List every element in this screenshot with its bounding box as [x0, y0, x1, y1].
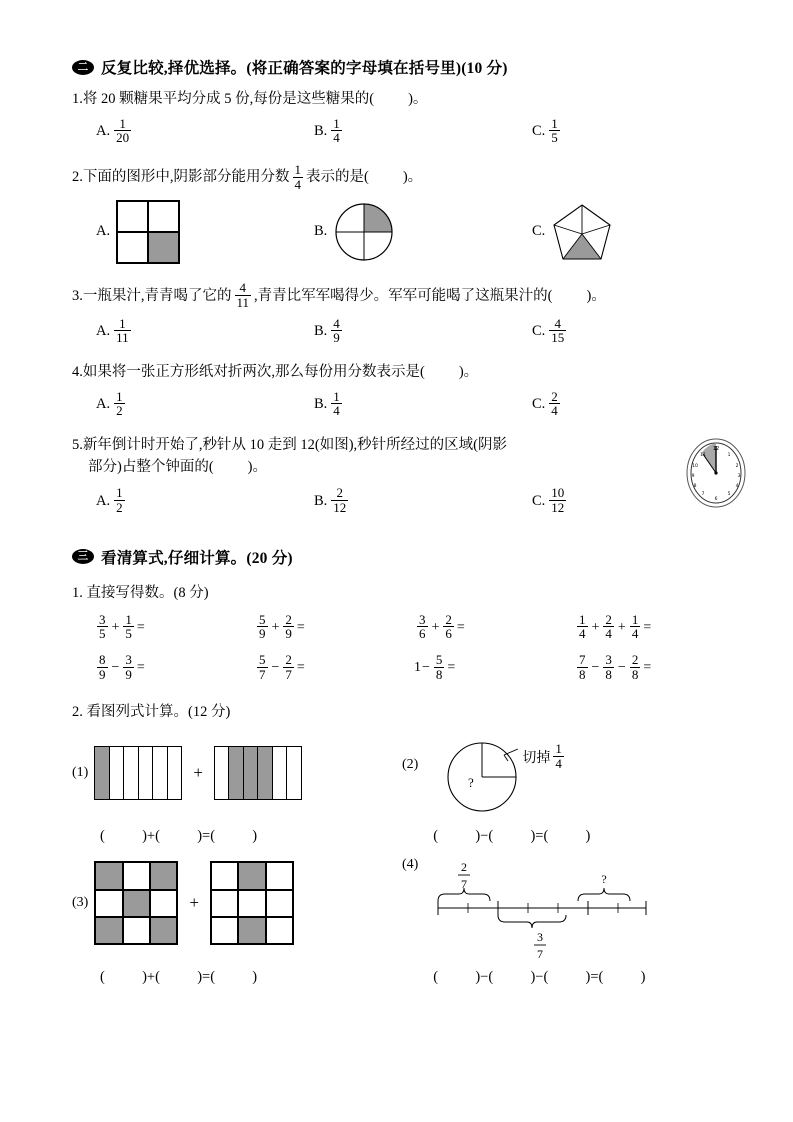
- problem-number: (4): [402, 857, 419, 873]
- fraction-numerator: 3: [605, 651, 612, 667]
- fraction-numerator: 1: [579, 611, 586, 627]
- paren-equals: )=(: [197, 969, 216, 986]
- option-fraction: [331, 486, 348, 514]
- strip-cell-shaded: [244, 747, 259, 799]
- option-label: A.: [96, 322, 111, 339]
- picture-problem-1: [72, 731, 402, 815]
- section-badge-icon: 三: [72, 549, 94, 564]
- strip-cell: [110, 747, 125, 799]
- question-3-text-mid: ,青青比军军喝得少。军军可能喝了这瓶果汁的(: [254, 287, 553, 304]
- option-label: B.: [314, 492, 328, 509]
- question-5-stem-line1: [72, 435, 737, 457]
- question-4-stem: [72, 362, 737, 384]
- grid-cell-shaded: [95, 862, 122, 889]
- question-2: [72, 164, 737, 264]
- number-line-figure: [424, 857, 674, 962]
- option-fraction: [549, 317, 566, 345]
- question-5: [72, 435, 741, 516]
- fraction: [603, 613, 614, 641]
- grid-cell-shaded: [238, 917, 265, 944]
- cell: [117, 201, 148, 232]
- grid-cell-shaded: [150, 862, 177, 889]
- question-1-option-a[interactable]: [96, 115, 314, 146]
- question-5-stem-line2: [72, 457, 737, 479]
- strip-cell: [139, 747, 154, 799]
- question-5-number: 5.: [72, 436, 83, 453]
- fraction-numerator: 3: [125, 651, 132, 667]
- fraction-denominator: 8: [579, 666, 586, 682]
- question-4-option-a[interactable]: [96, 388, 314, 419]
- option-fraction: [549, 486, 566, 514]
- grid-cell: [211, 917, 238, 944]
- section-badge-icon: 二: [72, 60, 94, 75]
- paren-minus: )−(: [475, 828, 494, 845]
- grid-cell: [211, 862, 238, 889]
- circle-cut-figure: [442, 731, 522, 815]
- grid-figure-2: [210, 861, 294, 945]
- paren-close: ): [585, 828, 591, 845]
- option-label: A.: [96, 223, 111, 240]
- fraction-denominator: 4: [294, 176, 301, 192]
- fraction-numerator: 2: [285, 651, 292, 667]
- circle-quarters-figure: [333, 201, 395, 263]
- fraction-denominator: 4: [555, 755, 562, 771]
- question-5-option-b[interactable]: [314, 487, 532, 515]
- plus-operator: +: [193, 763, 203, 783]
- grid-cell-shaded: [150, 917, 177, 944]
- fraction-numerator: 1: [119, 115, 126, 131]
- fraction-numerator: 4: [239, 280, 247, 296]
- strip-cell: [153, 747, 168, 799]
- fraction-numerator: 5: [435, 651, 443, 667]
- equals-sign: =: [643, 660, 652, 676]
- fraction-numerator: 2: [551, 388, 558, 404]
- paren-open: (: [100, 969, 105, 986]
- calc-item[interactable]: [414, 651, 574, 682]
- worksheet-content: [72, 56, 741, 986]
- equals-sign: =: [136, 619, 145, 635]
- question-5-option-c[interactable]: [532, 487, 569, 515]
- numberline-bottom-numerator: 3: [537, 930, 544, 945]
- option-label: A.: [96, 123, 111, 140]
- option-fraction: [114, 317, 131, 345]
- strip-cell: [168, 747, 182, 799]
- subquestion-2-title: 2. 看图列式计算。(12 分): [72, 704, 231, 721]
- fraction: [257, 613, 268, 641]
- svg-text:12: 12: [712, 445, 720, 452]
- question-3-text: 一瓶果汁,青青喝了它的: [82, 287, 232, 304]
- operator: +: [111, 619, 120, 635]
- grid-cell-shaded: [238, 862, 265, 889]
- paren-close: ): [252, 828, 258, 845]
- question-3-inline-fraction: [235, 281, 252, 309]
- fraction-denominator: 7: [285, 666, 292, 682]
- option-label: C.: [532, 395, 546, 412]
- problem-number: (3): [72, 895, 89, 911]
- operator: −: [591, 660, 600, 676]
- question-1: [72, 89, 737, 146]
- question-1-option-b[interactable]: [314, 115, 532, 146]
- option-label: B.: [314, 223, 328, 240]
- option-label: A.: [96, 395, 111, 412]
- paren-plus: )+(: [142, 828, 160, 845]
- fraction-denominator: 8: [631, 666, 639, 682]
- option-label: A.: [96, 492, 111, 509]
- question-2-number: 2.: [72, 169, 83, 186]
- question-4-number: 4.: [72, 363, 83, 380]
- fraction-denominator: 4: [605, 626, 612, 642]
- fraction-numerator: 10: [551, 485, 565, 501]
- fraction-numerator: 1: [125, 611, 132, 627]
- fraction-denominator: 9: [99, 666, 106, 682]
- option-fraction: [114, 117, 131, 145]
- question-1-stem: [72, 89, 737, 111]
- fraction-numerator: 2: [445, 611, 452, 627]
- grid-cell: [95, 890, 122, 917]
- fraction-denominator: 8: [605, 666, 612, 682]
- svg-text:5: 5: [727, 491, 731, 497]
- question-3-option-c[interactable]: [532, 315, 569, 346]
- strip-cell-shaded: [258, 747, 273, 799]
- option-fraction: [331, 117, 342, 145]
- fraction-numerator: 2: [336, 485, 344, 501]
- fraction: [630, 613, 641, 641]
- whole-number: 1: [414, 660, 421, 676]
- plus-operator: +: [189, 893, 199, 913]
- option-fraction: [549, 390, 560, 418]
- problem-number: (2): [402, 757, 419, 773]
- answer-line-problem-1[interactable]: [72, 828, 413, 845]
- question-1-options: [72, 115, 737, 146]
- fraction: [577, 653, 588, 681]
- svg-text:9: 9: [691, 473, 695, 479]
- equals-sign: =: [296, 619, 305, 635]
- question-5-text-tail: )。: [247, 458, 268, 475]
- grid-cell: [150, 890, 177, 917]
- fraction-numerator: 2: [605, 611, 612, 627]
- pentagon-fifths-figure: [551, 202, 613, 262]
- fraction-denominator: 2: [116, 403, 123, 419]
- grid-cell-shaded: [95, 917, 122, 944]
- equals-sign: =: [643, 619, 652, 635]
- question-3-options: [72, 315, 737, 346]
- section-title: 看清算式,仔细计算。(20 分): [101, 549, 293, 567]
- fraction-denominator: 6: [445, 626, 452, 642]
- option-label: C.: [532, 123, 546, 140]
- operator: +: [617, 619, 626, 635]
- answer-row-2: [72, 969, 737, 986]
- fraction: [123, 613, 134, 641]
- question-4-option-b[interactable]: [314, 388, 532, 419]
- option-fraction: [331, 317, 342, 345]
- square-quarters-figure: [116, 200, 180, 264]
- question-1-number: 1.: [72, 91, 83, 107]
- question-2-text: 下面的图形中,阴影部分能用分数: [82, 169, 290, 186]
- fraction-numerator: 3: [99, 611, 106, 627]
- grid-cell: [123, 917, 150, 944]
- fraction: [97, 653, 108, 681]
- svg-text:3: 3: [737, 473, 741, 479]
- fraction-numerator: 1: [119, 315, 126, 331]
- fraction-denominator: 15: [551, 330, 565, 346]
- picture-problem-4: [402, 857, 732, 962]
- fraction-numerator: 5: [259, 611, 266, 627]
- grid-cell: [266, 917, 293, 944]
- question-5-options: [72, 487, 737, 515]
- fraction-numerator: 4: [333, 315, 340, 331]
- fraction-denominator: 11: [116, 330, 129, 346]
- strip-cell: [287, 747, 301, 799]
- picture-problem-3: [72, 857, 402, 949]
- fraction-denominator: 4: [333, 403, 340, 419]
- fraction-numerator: 1: [116, 485, 123, 501]
- fraction: [97, 613, 108, 641]
- strip-figure-2: [214, 746, 302, 800]
- fraction-numerator: 1: [333, 388, 340, 404]
- fraction-denominator: 4: [551, 403, 558, 419]
- fraction: [257, 653, 268, 681]
- fraction-denominator: 6: [419, 626, 426, 642]
- fraction-numerator: 7: [579, 651, 586, 667]
- question-4-text: 如果将一张正方形纸对折两次,那么每份用分数表示是(: [82, 363, 425, 380]
- fraction: [603, 653, 614, 681]
- section-title: 反复比较,择优选择。(将正确答案的字母填在括号里)(10 分): [101, 60, 508, 77]
- question-5-text-line1: 新年倒计时开始了,秒针从 10 走到 12(如图),秒针所经过的区域(阴影: [82, 436, 507, 453]
- grid-cell: [238, 890, 265, 917]
- question-4-text-tail: )。: [458, 363, 479, 380]
- question-3: [72, 282, 737, 346]
- picture-problem-2: [402, 731, 732, 815]
- svg-text:8: 8: [693, 483, 697, 489]
- fraction-numerator: 1: [631, 611, 639, 627]
- fraction-denominator: 5: [99, 626, 106, 642]
- calc-item[interactable]: [254, 611, 414, 642]
- calc-item[interactable]: [574, 611, 734, 642]
- question-1-text-tail: )。: [408, 91, 428, 107]
- paren-open: (: [433, 828, 439, 845]
- strip-cell: [273, 747, 288, 799]
- calc-item[interactable]: [254, 651, 414, 682]
- svg-text:4: 4: [735, 483, 739, 489]
- question-2-option-c[interactable]: [532, 202, 613, 262]
- answer-line-problem-2[interactable]: [413, 828, 737, 845]
- option-fraction: [331, 390, 342, 418]
- equals-sign: =: [136, 660, 145, 676]
- cell: [117, 232, 148, 263]
- strip-figure-1: [94, 746, 182, 800]
- clock-figure: [685, 437, 747, 509]
- fraction-numerator: 1: [294, 162, 301, 178]
- question-5-option-a[interactable]: [96, 487, 314, 515]
- fraction-denominator: 12: [333, 500, 347, 516]
- calc-item[interactable]: [414, 611, 574, 642]
- svg-text:2: 2: [735, 463, 739, 469]
- cell: [148, 201, 179, 232]
- option-label: B.: [314, 322, 328, 339]
- grid-cell: [211, 890, 238, 917]
- grid-cell: [266, 862, 293, 889]
- option-label: C.: [532, 322, 546, 339]
- calc-row-2: [72, 651, 737, 682]
- fraction-denominator: 9: [125, 666, 132, 682]
- grid-figure-1: [94, 861, 178, 945]
- answer-line-problem-3[interactable]: [72, 969, 413, 986]
- cell-shaded: [148, 232, 179, 263]
- grid-cell: [123, 862, 150, 889]
- strip-cell: [124, 747, 139, 799]
- paren-open: (: [100, 828, 105, 845]
- fraction-denominator: 9: [285, 626, 292, 642]
- subquestion-1-title: 1. 直接写得数。(8 分): [72, 584, 209, 601]
- fraction: [283, 653, 294, 681]
- numberline-question-mark: ?: [601, 872, 607, 887]
- fraction-denominator: 8: [435, 666, 443, 682]
- numberline-top-left-numerator: 2: [461, 860, 468, 875]
- calc-item[interactable]: [94, 611, 254, 642]
- cut-label-fraction: [553, 742, 564, 770]
- paren-minus-2: )−(: [530, 969, 549, 986]
- paren-close: ): [252, 969, 258, 986]
- equals-sign: =: [447, 660, 456, 676]
- fraction-numerator: 2: [285, 611, 292, 627]
- fraction-numerator: 3: [419, 611, 426, 627]
- question-3-text-tail: )。: [586, 287, 606, 304]
- question-2-option-b[interactable]: [314, 201, 532, 263]
- operator: +: [591, 619, 600, 635]
- cut-label: [522, 743, 567, 771]
- fraction: [630, 653, 641, 681]
- equals-sign: =: [456, 619, 465, 635]
- fraction-numerator: 1: [551, 115, 558, 131]
- operator: −: [111, 660, 120, 676]
- svg-text:7: 7: [701, 491, 705, 497]
- question-2-stem: [72, 164, 737, 192]
- fraction-numerator: 1: [555, 741, 562, 757]
- svg-text:?: ?: [468, 775, 475, 791]
- fraction: [434, 653, 445, 681]
- option-label: C.: [532, 492, 546, 509]
- option-fraction: [549, 117, 560, 145]
- option-label: B.: [314, 123, 328, 140]
- question-4-option-c[interactable]: [532, 388, 563, 419]
- fraction-denominator: 2: [116, 500, 123, 516]
- paren-equals: )=(: [197, 828, 216, 845]
- operator: +: [271, 619, 280, 635]
- strip-cell-shaded: [229, 747, 244, 799]
- svg-text:10: 10: [692, 463, 698, 469]
- fraction-denominator: 4: [579, 626, 586, 642]
- option-fraction: [114, 390, 125, 418]
- svg-text:6: 6: [714, 496, 718, 502]
- equals-sign: =: [296, 660, 305, 676]
- svg-text:11: 11: [700, 452, 706, 458]
- question-4: [72, 362, 737, 419]
- numberline-bottom-denominator: 7: [537, 947, 544, 962]
- numberline-top-left-denominator: 7: [461, 877, 468, 892]
- paren-plus: )+(: [142, 969, 160, 986]
- grid-cell-shaded: [123, 890, 150, 917]
- fraction: [443, 613, 454, 641]
- fraction-denominator: 7: [259, 666, 266, 682]
- operator: −: [271, 660, 280, 676]
- calc-row-1: [72, 611, 737, 642]
- question-2-option-a[interactable]: [96, 200, 314, 264]
- question-1-text: 将 20 颗糖果平均分成 5 份,每份是这些糖果的(: [82, 91, 375, 107]
- question-2-inline-fraction: [293, 163, 304, 191]
- option-label: C.: [532, 223, 546, 240]
- paren-equals: )=(: [585, 969, 604, 986]
- question-3-stem: [72, 282, 737, 310]
- option-label: B.: [314, 395, 328, 412]
- problem-number: (1): [72, 765, 89, 781]
- operator: +: [431, 619, 440, 635]
- fraction: [577, 613, 588, 641]
- fraction-numerator: 2: [631, 651, 639, 667]
- calc-item[interactable]: [574, 651, 734, 682]
- fraction-numerator: 1: [116, 388, 123, 404]
- strip-cell-shaded: [95, 747, 110, 799]
- fraction-denominator: 9: [333, 330, 340, 346]
- paren-close: ): [640, 969, 646, 986]
- question-3-option-b[interactable]: [314, 315, 532, 346]
- question-2-text-tail: )。: [402, 169, 423, 186]
- fraction-numerator: 4: [554, 315, 562, 331]
- fraction-denominator: 4: [333, 130, 340, 146]
- paren-minus-1: )−(: [475, 969, 494, 986]
- operator: −: [422, 660, 430, 676]
- section-header-3: [72, 546, 737, 568]
- fraction-denominator: 20: [116, 130, 130, 146]
- fraction: [417, 613, 428, 641]
- calc-item[interactable]: [94, 651, 254, 682]
- question-3-option-a[interactable]: [96, 315, 314, 346]
- section-header-2: [72, 56, 737, 78]
- question-2-figure-options: [72, 200, 737, 264]
- grid-cell: [266, 890, 293, 917]
- paren-open: (: [433, 969, 439, 986]
- fraction-numerator: 8: [99, 651, 106, 667]
- operator: −: [617, 660, 626, 676]
- answer-row-1: [72, 828, 737, 845]
- fraction-denominator: 12: [551, 500, 565, 516]
- fraction: [283, 613, 294, 641]
- answer-line-problem-4[interactable]: [413, 969, 737, 986]
- fraction-denominator: 4: [631, 626, 639, 642]
- option-fraction: [114, 486, 125, 514]
- fraction-numerator: 1: [333, 115, 340, 131]
- strip-cell: [215, 747, 230, 799]
- svg-text:1: 1: [727, 452, 731, 458]
- picture-row-1: [72, 731, 737, 815]
- question-2-text-mid: 表示的是(: [306, 169, 369, 186]
- fraction-numerator: 5: [259, 651, 266, 667]
- cut-label-text: 切掉: [522, 751, 551, 767]
- fraction-denominator: 11: [236, 294, 250, 310]
- fraction-denominator: 5: [551, 130, 558, 146]
- question-1-option-c[interactable]: [532, 115, 563, 146]
- question-3-number: 3.: [72, 287, 83, 304]
- question-4-options: [72, 388, 737, 419]
- fraction-denominator: 9: [259, 626, 266, 642]
- picture-row-2: [72, 857, 737, 962]
- fraction-denominator: 5: [125, 626, 132, 642]
- fraction: [123, 653, 134, 681]
- paren-equals: )=(: [530, 828, 549, 845]
- question-5-text-line2: 部分)占整个钟面的(: [88, 458, 214, 475]
